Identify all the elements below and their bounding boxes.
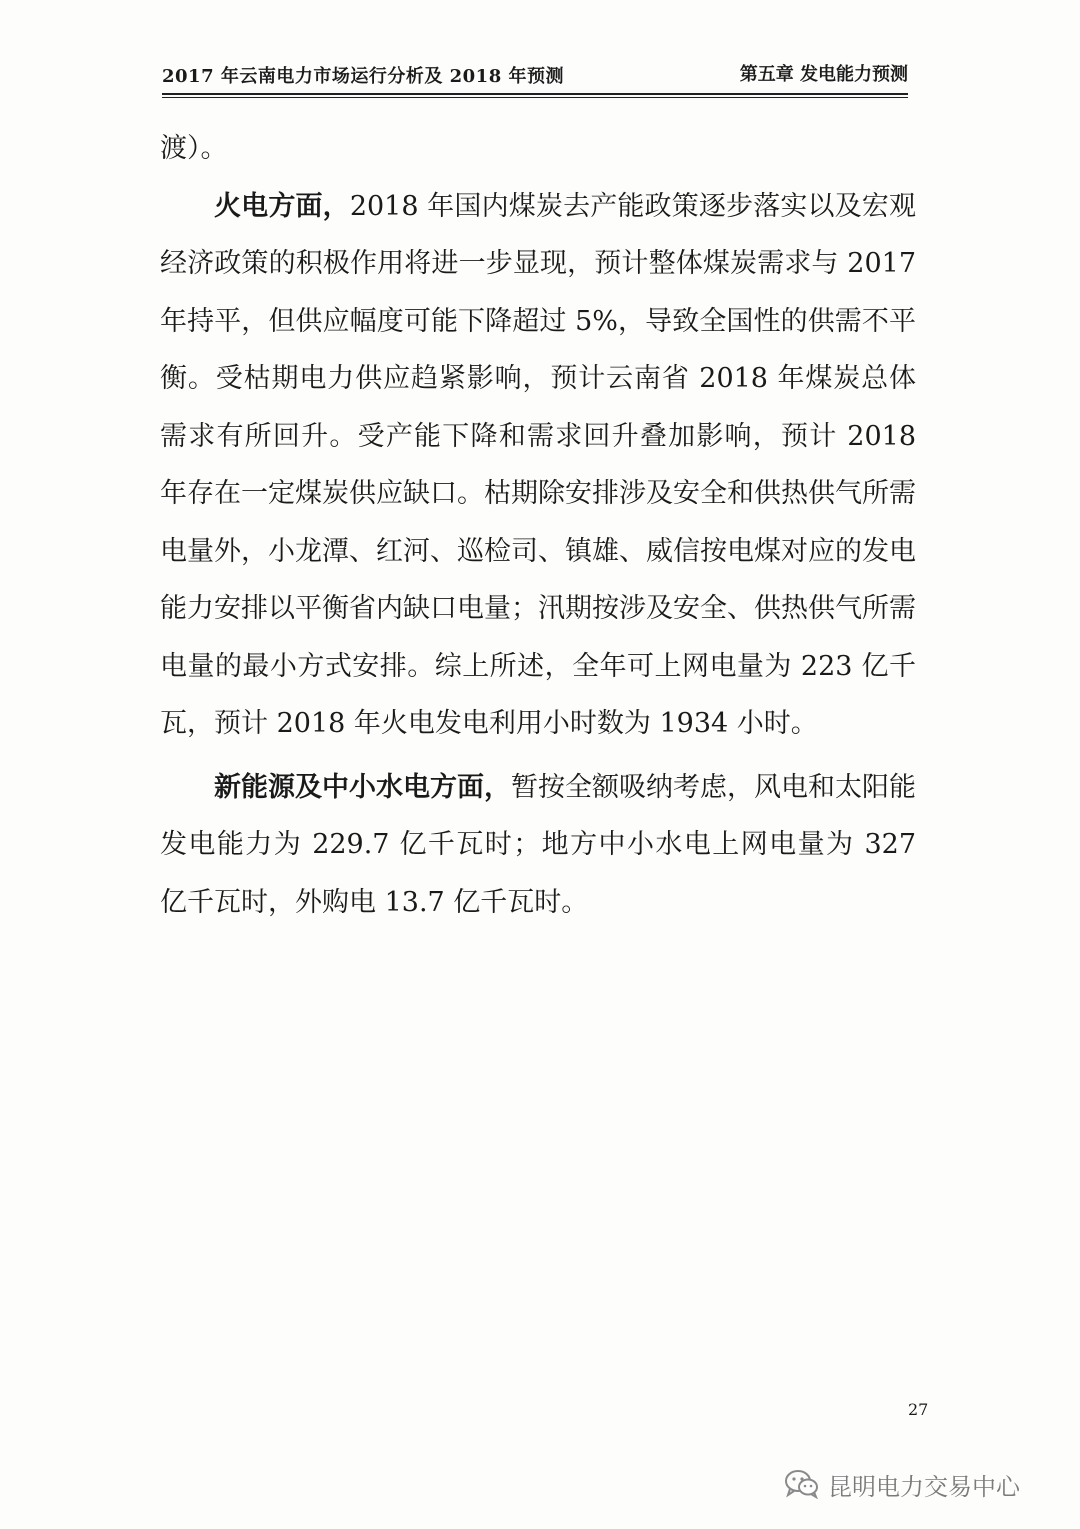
header-title: 2017 年云南电力市场运行分析及 2018 年预测: [162, 66, 564, 87]
header-rule-thin: [162, 97, 908, 98]
renewable-lead: 新能源及中小水电方面，: [214, 771, 511, 803]
page-number: 27: [908, 1400, 929, 1419]
renewable-paragraph: [160, 759, 916, 932]
thermal-text: 2018 年国内煤炭去产能政策逐步落实以及宏观经济政策的积极作用将进一步显现，预计整体煤炭需求与 2017 年持平，但供应幅度可能下降超过 5%，导致全国性的供需不平衡。受枯期电力供应趋紧影响，预计云南省 2018 年煤炭总体需求有所回升。受产能下降和需求回升叠加影响，预计 2018 年存在一定煤炭供应缺口。枯期除安排涉及安全和供热供气所需电量外，小龙潭、红河、巡检司、镇雄、威信按电煤对应的发电能力安排以平衡省内缺口电量；汛期按涉及安全、供热供气所需电量的最小方式安排。综上所述，全年可上网电量为 223 亿千瓦，预计 2018 年火电发电利用小时数为 1934 小时。: [160, 190, 917, 739]
body-text: [160, 120, 916, 931]
page-header: [162, 56, 908, 90]
watermark: [784, 1466, 1020, 1502]
chapter-title: 第五章 发电能力预测: [739, 64, 908, 85]
carryover-paragraph: [160, 120, 916, 178]
header-rule: [162, 93, 908, 95]
watermark-text: 昆明电力交易中心: [828, 1472, 1020, 1501]
carryover-text: 渡）。: [160, 133, 228, 164]
renewable-text: 暂按全额吸纳考虑，风电和太阳能发电能力为 229.7 亿千瓦时；地方中小水电上网电量为 327 亿千瓦时，外购电 13.7 亿千瓦时。: [160, 771, 916, 918]
thermal-lead: 火电方面，: [214, 190, 350, 222]
thermal-paragraph: [160, 178, 916, 753]
wechat-icon: [784, 1469, 820, 1499]
